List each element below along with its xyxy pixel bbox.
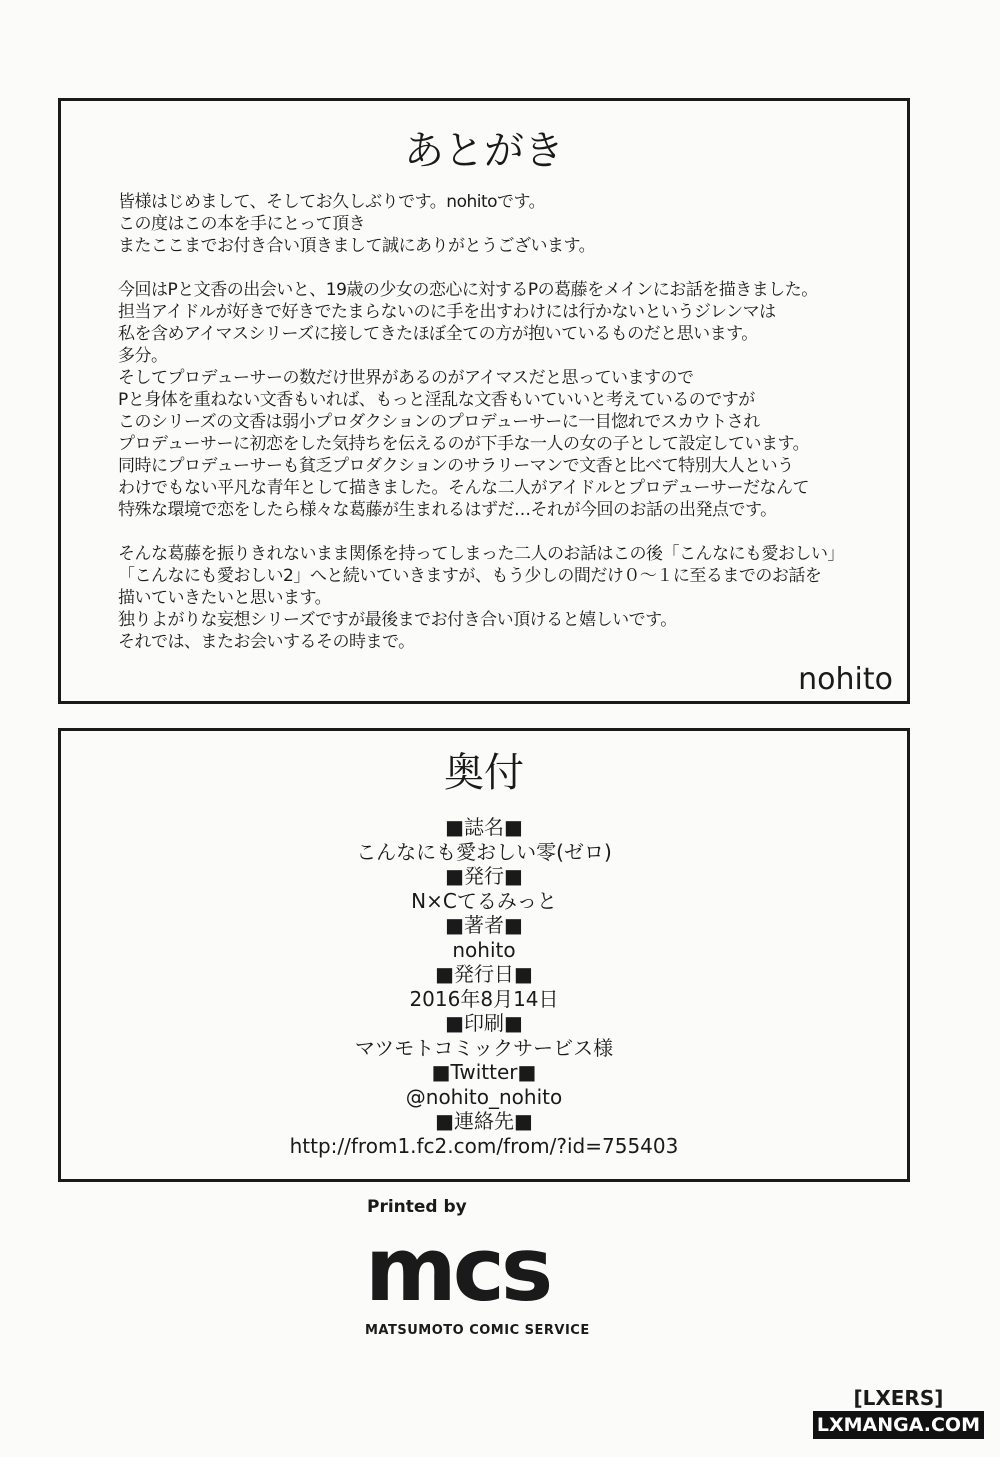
watermark-line1: [LXERS]: [853, 1386, 944, 1410]
watermark-line2: LXMANGA.COM: [813, 1411, 984, 1439]
afterword-text: [118, 191, 844, 653]
afterword-line: わけでもない平凡な青年として描きました。そんな二人がアイドルとプロデューサーだなんて: [118, 478, 809, 498]
afterword-line: 今回はPと文香の出会いと、19歳の少女の恋心に対するPの葛藤をメインにお話を描きました。: [118, 280, 818, 300]
colophon-line: こんなにも愛おしい零(ゼロ): [356, 839, 612, 864]
afterword-line: Pと身体を重ねない文香もいれば、もっと淫乱な文香もいていいと考えているのですが: [118, 390, 755, 410]
mcs-logo-mark: mcs: [365, 1218, 550, 1321]
afterword-title: あとがき: [404, 128, 564, 174]
printed-by-label: Printed by: [367, 1197, 467, 1217]
colophon-line: ■連絡先■: [435, 1109, 533, 1133]
colophon-line: ■発行■: [445, 864, 523, 888]
afterword-line: 多分。: [118, 346, 168, 366]
watermark: [813, 1385, 984, 1439]
colophon-line: マツモトコミックサービス様: [354, 1035, 614, 1060]
afterword-line: [118, 257, 844, 279]
afterword-line: またここまでお付き合い頂きまして誠にありがとうございます。: [118, 236, 596, 256]
afterword-line: このシリーズの文香は弱小プロダクションのプロデューサーに一目惚れでスカウトされ: [118, 412, 760, 432]
colophon-line: ■誌名■: [445, 815, 523, 839]
colophon-title: 奥付: [444, 750, 524, 796]
colophon-box: [58, 728, 910, 1182]
printer-logo: [365, 1196, 650, 1340]
afterword-line: 私を含めアイマスシリーズに接してきたほぼ全ての方が抱いているものだと思います。: [118, 324, 758, 344]
afterword-box: [58, 98, 910, 704]
colophon-list: [61, 815, 907, 1158]
afterword-line: 「こんなにも愛おしい2」へと続いていきますが、もう少しの間だけ０～１に至るまでのお話を: [118, 566, 822, 586]
afterword-line: そしてプロデューサーの数だけ世界があるのがアイマスだと思っていますので: [118, 368, 694, 388]
colophon-line: 2016年8月14日: [409, 986, 559, 1011]
afterword-line: そんな葛藤を振りきれないまま関係を持ってしまった二人のお話はこの後「こんなにも愛おしい」: [118, 544, 844, 564]
afterword-line: それでは、またお会いするその時まで。: [118, 632, 415, 652]
afterword-line: 同時にプロデューサーも貧乏プロダクションのサラリーマンで文香と比べて特別大人という: [118, 456, 794, 476]
afterword-line: 描いていきたいと思います。: [118, 588, 332, 608]
afterword-line: この度はこの本を手にとって頂き: [118, 214, 366, 234]
colophon-line: @nohito_nohito: [405, 1084, 563, 1109]
afterword-signature: nohito: [798, 662, 893, 697]
afterword-line: プロデューサーに初恋をした気持ちを伝えるのが下手な一人の女の子として設定しています。: [118, 434, 810, 454]
afterword-line: 皆様はじめまして、そしてお久しぶりです。nohitoです。: [118, 192, 546, 212]
colophon-line: ■発行日■: [435, 962, 533, 986]
colophon-line: ■Twitter■: [431, 1060, 537, 1084]
afterword-line: 担当アイドルが好きで好きでたまらないのに手を出すわけには行かないというジレンマは: [118, 302, 776, 322]
colophon-line: http://from1.fc2.com/from/?id=755403: [289, 1133, 679, 1158]
colophon-line: ■著者■: [445, 913, 523, 937]
afterword-line: 独りよがりな妄想シリーズですが最後までお付き合い頂けると嬉しいです。: [118, 610, 677, 630]
printer-name: MATSUMOTO COMIC SERVICE: [365, 1323, 590, 1338]
afterword-line: 特殊な環境で恋をしたら様々な葛藤が生まれるはずだ…それが今回のお話の出発点です。: [118, 500, 777, 520]
afterword-line: [118, 521, 844, 543]
colophon-line: ■印刷■: [445, 1011, 523, 1035]
colophon-line: N×Cてるみっと: [411, 888, 557, 913]
colophon-line: nohito: [452, 937, 516, 962]
